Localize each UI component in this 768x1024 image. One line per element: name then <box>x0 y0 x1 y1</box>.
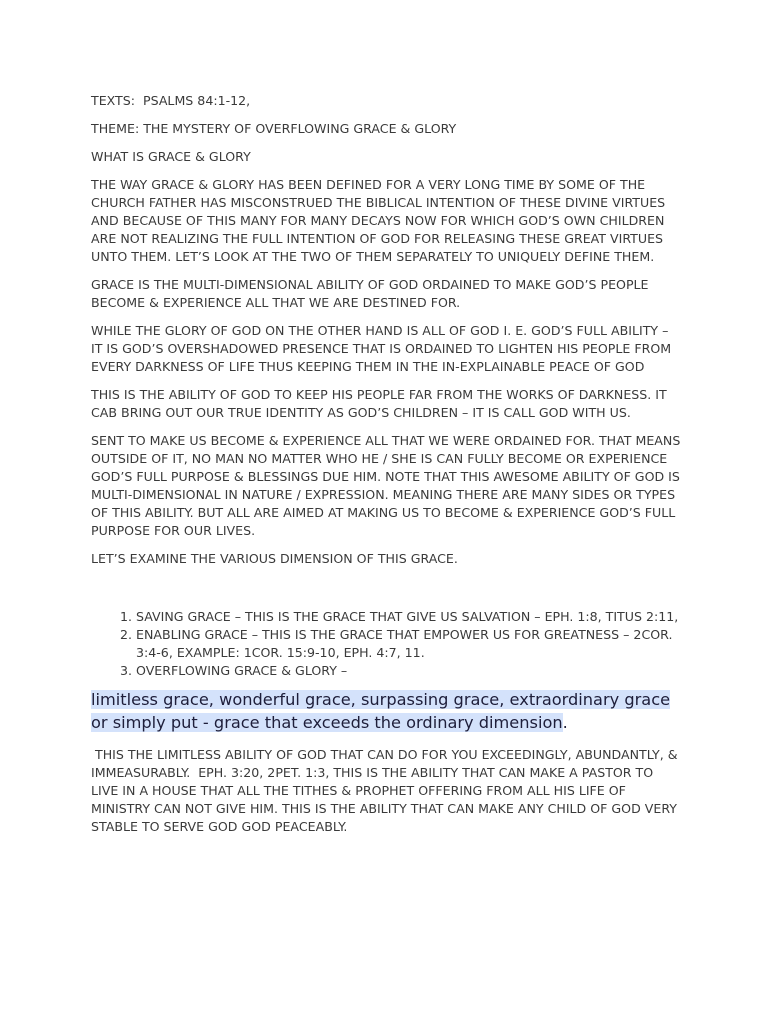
highlight-trailing-period: . <box>562 713 568 732</box>
list-item: 3. OVERFLOWING GRACE & GLORY – <box>136 662 681 680</box>
grace-dimension-list <box>91 608 681 680</box>
paragraph-grace-definition: GRACE IS THE MULTI-DIMENSIONAL ABILITY OF GOD ORDAINED TO MAKE GOD’S PEOPLE BECOME & EXPERIENCE ALL THAT WE ARE DESTINED FOR. <box>91 277 653 310</box>
paragraph-glory-definition: WHILE THE GLORY OF GOD ON THE OTHER HAND IS ALL OF GOD I. E. GOD’S FULL ABILITY – IT IS GOD’S OVERSHADOWED PRESENCE THAT IS ORDAINED TO LIGHTEN HIS PEOPLE FROM EVERY DARKNESS OF LIFE THUS KEEPING THEM IN THE IN-EXPLAINABLE PEACE OF GOD <box>91 323 676 374</box>
paragraph-purpose: SENT TO MAKE US BECOME & EXPERIENCE ALL THAT WE WERE ORDAINED FOR. THAT MEANS OUTSIDE OF IT, NO MAN NO MATTER WHO HE / SHE IS CAN FULLY BECOME OR EXPERIENCE GOD’S FULL PURPOSE & BLESSINGS DUE HIM. NOTE THAT THIS AWESOME ABILITY OF GOD IS MULTI-DIMENSIONAL IN NATURE / EXPRESSION. MEANING THERE ARE MANY SIDES OR TYPES OF THIS ABILITY. BUT ALL ARE AIMED AT MAKING US TO BECOME & EXPERIENCE GOD’S FULL PURPOSE FOR OUR LIVES. <box>91 433 685 538</box>
document-body <box>91 92 685 846</box>
list-item: 2. ENABLING GRACE – THIS IS THE GRACE THAT EMPOWER US FOR GREATNESS – 2COR. 3:4-6, EXAMPLE: 1COR. 15:9-10, EPH. 4:7, 11. <box>136 626 681 662</box>
question-heading: WHAT IS GRACE & GLORY <box>91 149 251 164</box>
highlighted-passage <box>91 688 681 734</box>
paragraph-definition-history: THE WAY GRACE & GLORY HAS BEEN DEFINED FOR A VERY LONG TIME BY SOME OF THE CHURCH FATHER HAS MISCONSTRUED THE BIBLICAL INTENTION OF THESE DIVINE VIRTUES AND BECAUSE OF THIS MANY FOR MANY DECAYS NOW FOR WHICH GOD’S OWN CHILDREN ARE NOT REALIZING THE FULL INTENTION OF GOD FOR RELEASING THESE GREAT VIRTUES UNTO THEM. LET’S LOOK AT THE TWO OF THEM SEPARATELY TO UNIQUELY DEFINE THEM. <box>91 177 670 264</box>
closing-paragraph: THIS THE LIMITLESS ABILITY OF GOD THAT CAN DO FOR YOU EXCEEDINGLY, ABUNDANTLY, & IMMEASURABLY. EPH. 3:20, 2PET. 1:3, THIS IS THE ABILITY THAT CAN MAKE A PASTOR TO LIVE IN A HOUSE THAT ALL THE TITHES & PROPHET OFFERING FROM ALL HIS LIFE OF MINISTRY CAN NOT GIVE HIM. THIS IS THE ABILITY THAT CAN MAKE ANY CHILD OF GOD VERY STABLE TO SERVE GOD GOD PEACEABLY. <box>91 747 682 834</box>
paragraph-ability-darkness: THIS IS THE ABILITY OF GOD TO KEEP HIS PEOPLE FAR FROM THE WORKS OF DARKNESS. IT CAB BRING OUT OUR TRUE IDENTITY AS GOD’S CHILDREN – IT IS CALL GOD WITH US. <box>91 387 671 420</box>
paragraph-examine: LET’S EXAMINE THE VARIOUS DIMENSION OF THIS GRACE. <box>91 551 458 566</box>
highlighted-text: limitless grace, wonderful grace, surpassing grace, extraordinary grace or simply put - grace that exceeds the ordinary dimension <box>91 690 671 732</box>
texts-line: TEXTS: PSALMS 84:1-12, <box>91 93 251 108</box>
theme-line: THEME: THE MYSTERY OF OVERFLOWING GRACE & GLORY <box>91 121 457 136</box>
list-item: 1. SAVING GRACE – THIS IS THE GRACE THAT GIVE US SALVATION – EPH. 1:8, TITUS 2:11, <box>136 608 681 626</box>
